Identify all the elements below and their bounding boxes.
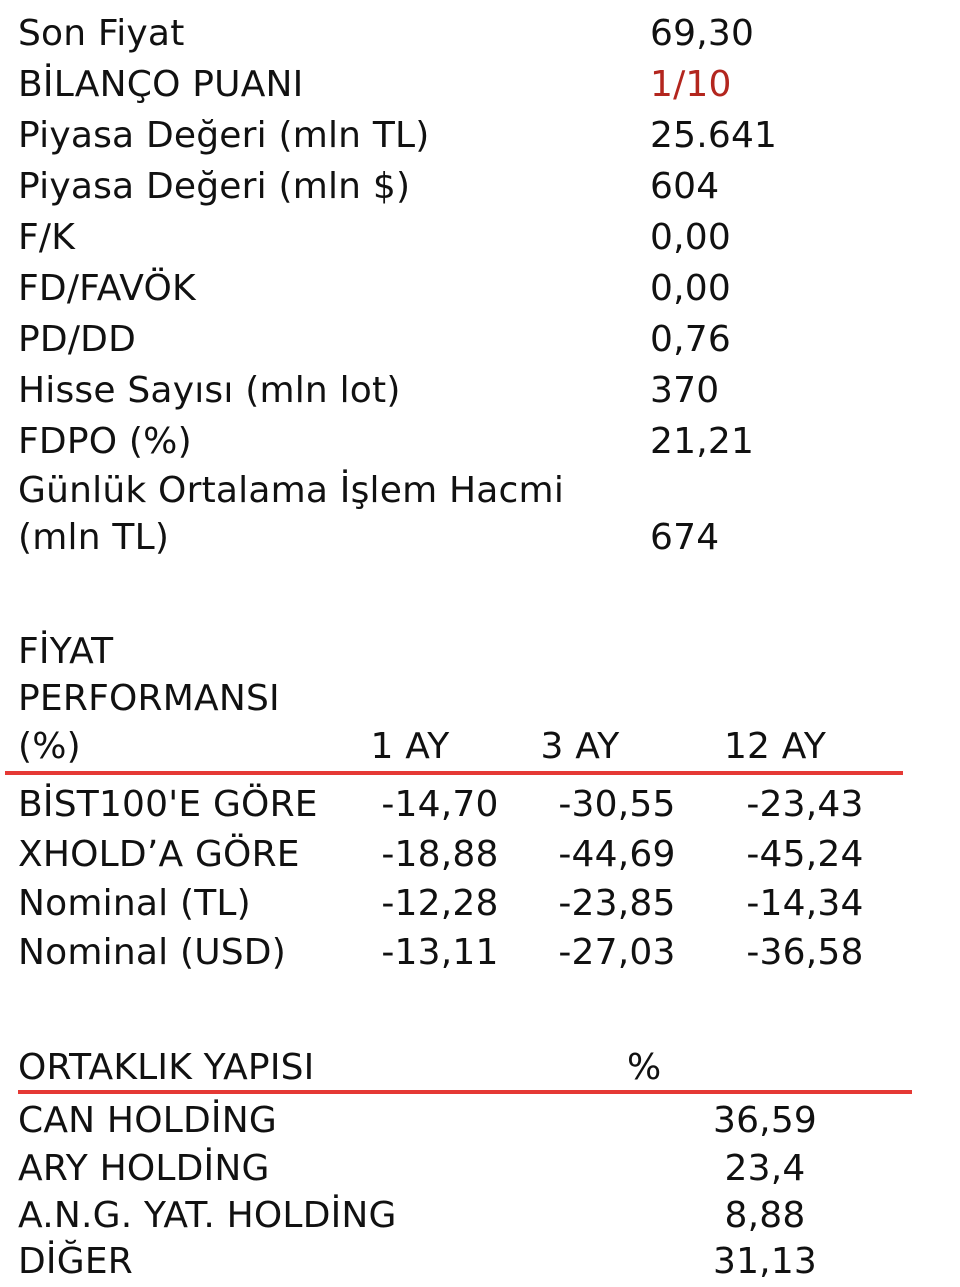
bilanco-puani-value: 1/10 [650,64,732,105]
ownership-row-value: 23,4 [724,1148,806,1189]
perf-cell: -27,03 [558,932,676,973]
piyasa-degeri-usd-label: Piyasa Değeri (mln $) [18,166,411,207]
ownership-divider [18,1090,912,1094]
son-fiyat-value: 69,30 [650,13,755,54]
perf-row-label: BİST100'E GÖRE [18,784,318,825]
perf-cell: -23,43 [746,784,864,825]
perf-cell: -44,69 [558,834,676,875]
header-12-ay: 12 AY [723,726,827,767]
fdpo-value: 21,21 [650,421,755,462]
ownership-title: ORTAKLIK YAPISI [18,1047,315,1088]
bilanco-puani-label: BİLANÇO PUANI [18,64,304,105]
islem-hacmi-label-line1: Günlük Ortalama İşlem Hacmi [18,470,565,511]
ownership-percent-header: % [627,1047,662,1088]
header-1-ay: 1 AY [370,726,450,767]
ownership-row-name: A.N.G. YAT. HOLDİNG [18,1195,397,1236]
islem-hacmi-value: 674 [650,517,720,558]
fd-favok-label: FD/FAVÖK [18,268,196,309]
perf-cell: -45,24 [746,834,864,875]
perf-cell: -13,11 [381,932,499,973]
performance-title-line2: PERFORMANSI [18,678,280,719]
ownership-row-name: ARY HOLDİNG [18,1148,270,1189]
islem-hacmi-label-line2: (mln TL) [18,517,170,558]
pd-dd-value: 0,76 [650,319,731,360]
perf-cell: -14,70 [381,784,499,825]
fk-value: 0,00 [650,217,731,258]
perf-cell: -23,85 [558,883,676,924]
son-fiyat-label: Son Fiyat [18,13,185,54]
ownership-row-name: CAN HOLDİNG [18,1100,277,1141]
perf-row-label: XHOLD’A GÖRE [18,834,300,875]
performance-divider [5,771,903,775]
perf-row-label: Nominal (TL) [18,883,251,924]
piyasa-degeri-tl-value: 25.641 [650,115,778,156]
hisse-sayisi-label: Hisse Sayısı (mln lot) [18,370,401,411]
ownership-row-value: 8,88 [724,1195,806,1236]
fk-label: F/K [18,217,76,258]
performance-title-line3: (%) [18,726,81,767]
ownership-row-value: 31,13 [712,1241,818,1282]
hisse-sayisi-value: 370 [650,370,720,411]
perf-cell: -30,55 [558,784,676,825]
header-3-ay: 3 AY [540,726,620,767]
piyasa-degeri-usd-value: 604 [650,166,720,207]
ownership-row-value: 36,59 [712,1100,818,1141]
perf-cell: -18,88 [381,834,499,875]
performance-title-line1: FİYAT [18,631,114,672]
ownership-row-name: DİĞER [18,1241,133,1282]
perf-cell: -14,34 [746,883,864,924]
fd-favok-value: 0,00 [650,268,731,309]
perf-cell: -36,58 [746,932,864,973]
perf-cell: -12,28 [381,883,499,924]
perf-row-label: Nominal (USD) [18,932,286,973]
pd-dd-label: PD/DD [18,319,136,360]
piyasa-degeri-tl-label: Piyasa Değeri (mln TL) [18,115,430,156]
fdpo-label: FDPO (%) [18,421,192,462]
